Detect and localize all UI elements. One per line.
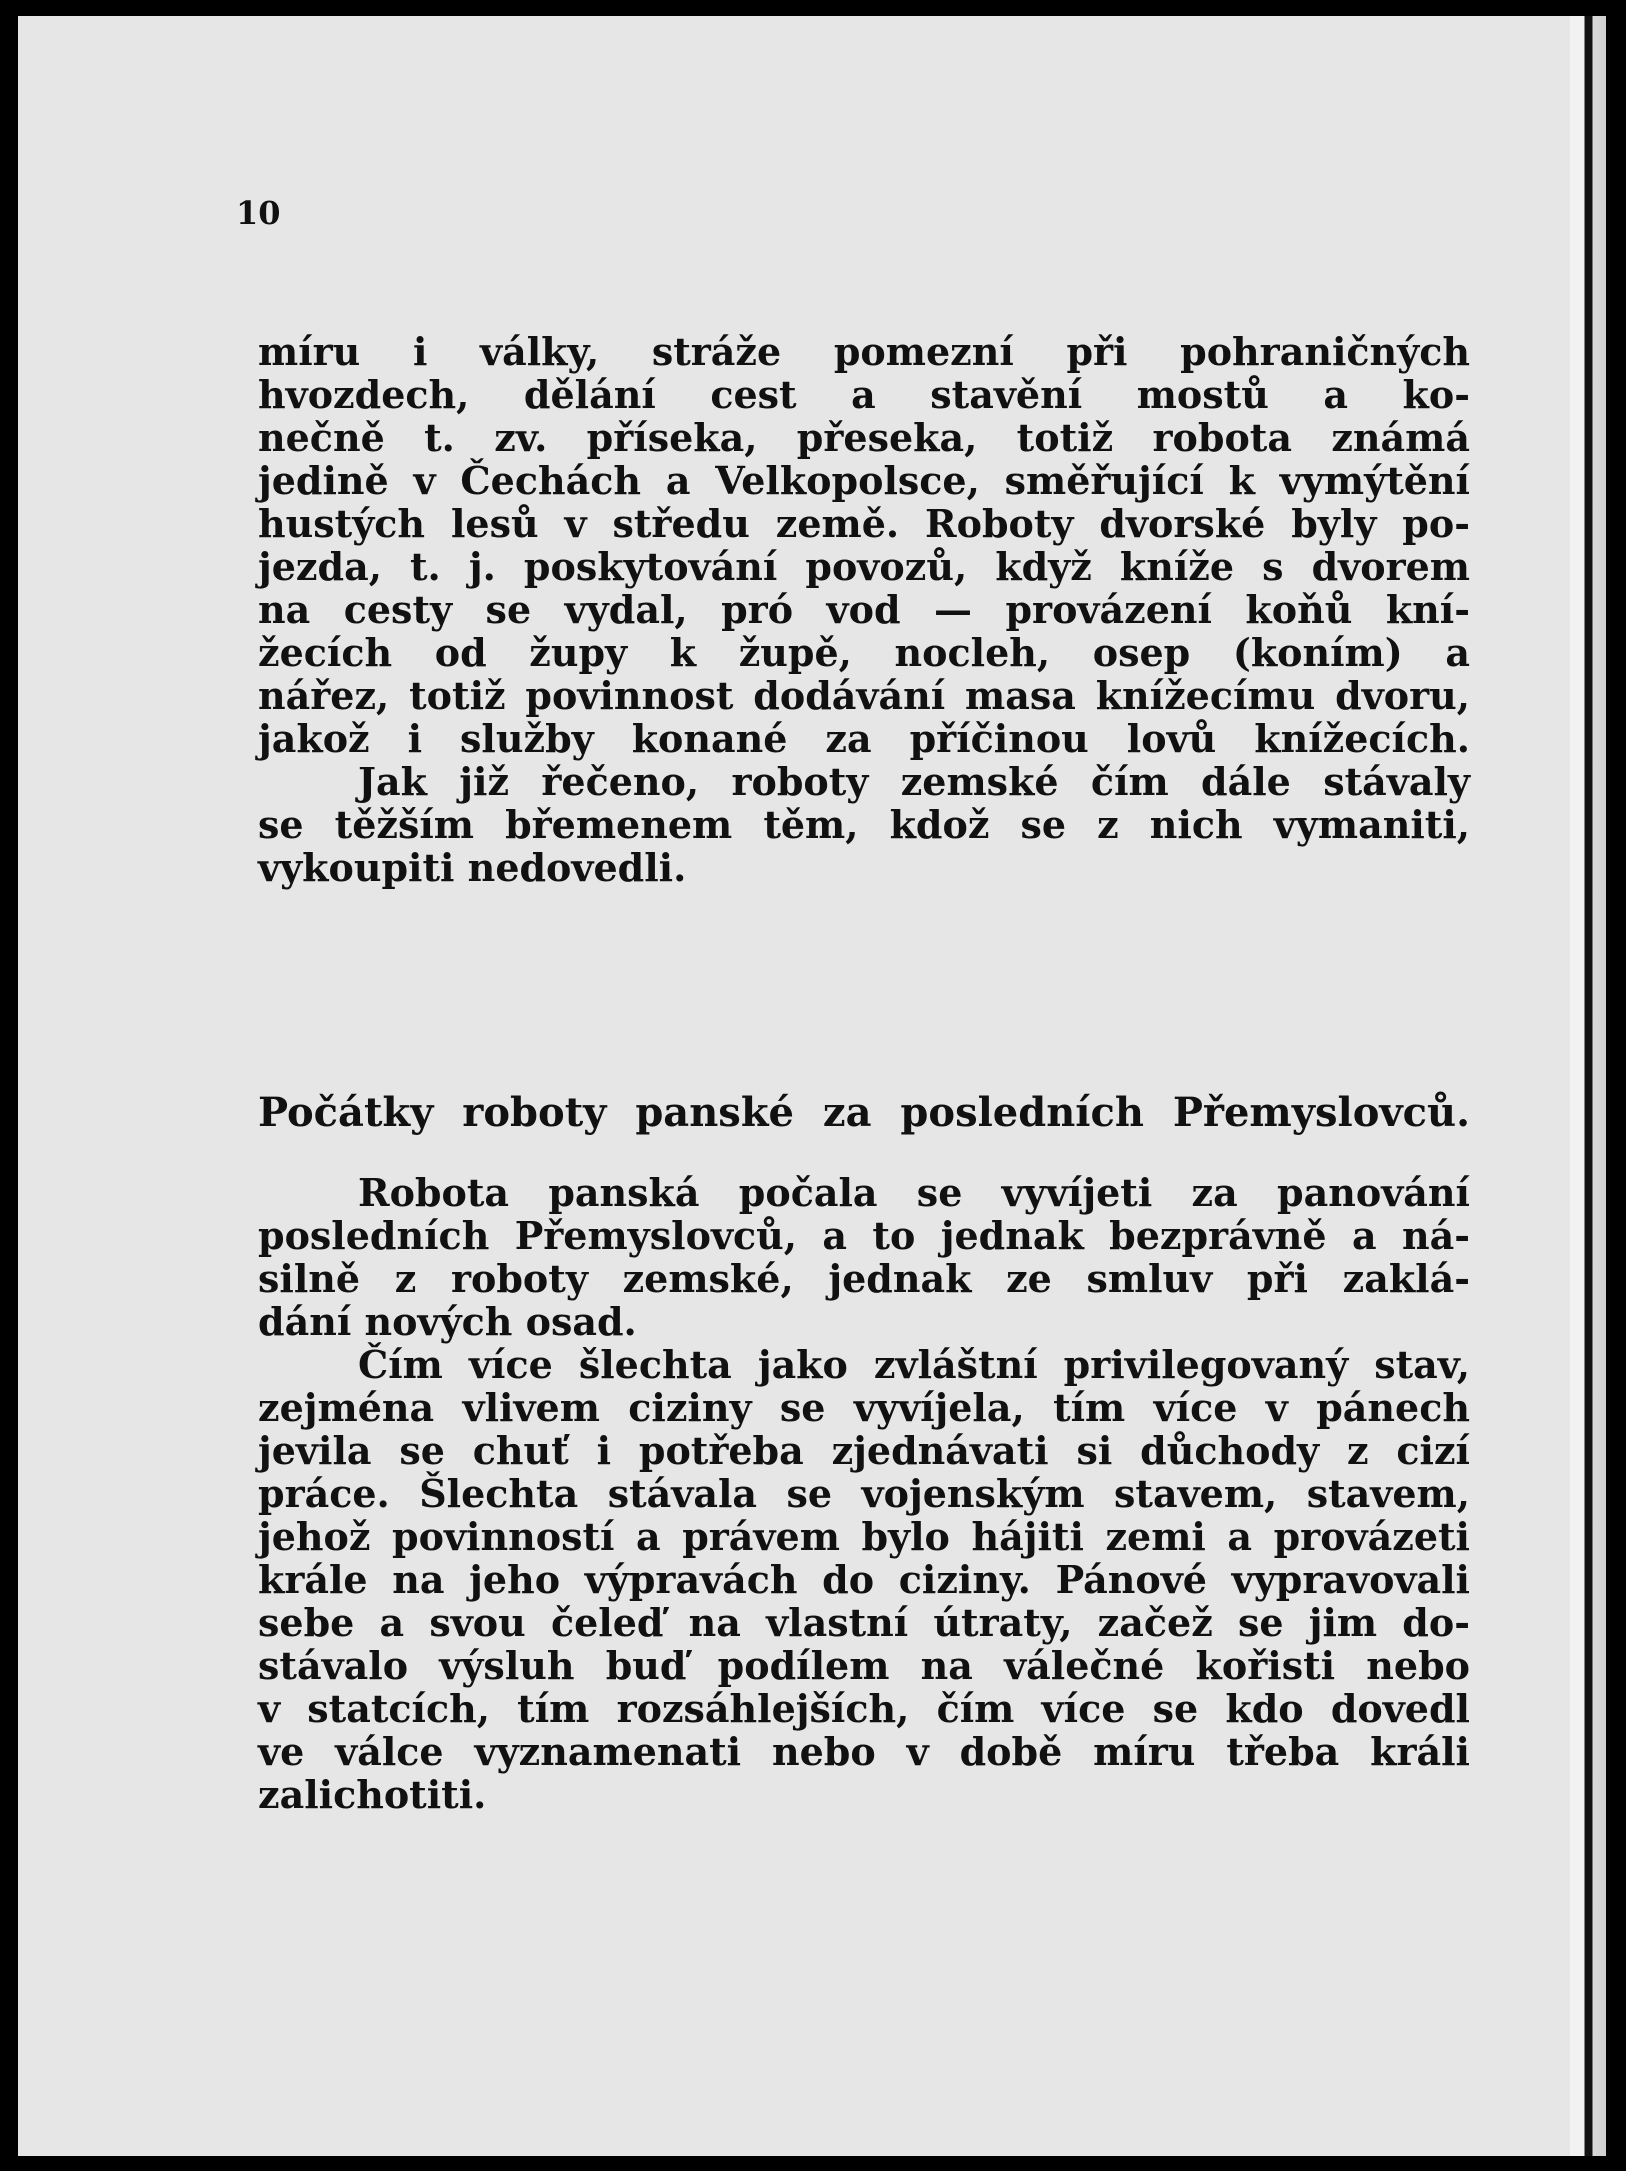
text-line: jevila se chuť i potřeba zjednávati si důchody z cizí: [258, 1428, 1470, 1473]
text-line: jehož povinností a právem bylo hájiti zemi a provázeti: [258, 1514, 1470, 1559]
text-line: jedině v Čechách a Velkopolsce, směřující k vymýtění: [258, 458, 1470, 503]
text-line: jezda, t. j. poskytování povozů, když kníže s dvorem: [258, 544, 1470, 589]
paragraph-block-1: [258, 330, 1470, 889]
text-line: Jak již řečeno, roboty zemské čím dále stávaly: [358, 759, 1470, 804]
text-line: krále na jeho výpravách do ciziny. Pánové vypravovali: [258, 1557, 1470, 1602]
text-line: vykoupiti nedovedli.: [258, 845, 687, 890]
text-line: hvozdech, dělání cest a stavění mostů a ko-: [258, 372, 1470, 417]
text-line: ve válce vyznamenati nebo v době míru třeba králi: [258, 1729, 1470, 1774]
text-line: míru i války, stráže pomezní při pohraničných: [258, 329, 1470, 374]
section-heading: Počátky roboty panské za posledních Přemyslovců.: [258, 1089, 1470, 1136]
text-line: Robota panská počala se vyvíjeti za panování: [358, 1170, 1470, 1215]
text-line: se těžším břemenem těm, kdož se z nich vymaniti,: [258, 802, 1470, 847]
text-line: zejména vlivem ciziny se vyvíjela, tím více v pánech: [258, 1385, 1470, 1430]
text-line: Čím více šlechta jako zvláštní privilegovaný stav,: [358, 1342, 1470, 1387]
text-line: silně z roboty zemské, jednak ze smluv při zaklá-: [258, 1256, 1470, 1301]
paragraph-block-2: [258, 1171, 1470, 1816]
text-line: nečně t. zv. příseka, přeseka, totiž robota známá: [258, 415, 1470, 460]
text-line: posledních Přemyslovců, a to jednak bezprávně a ná-: [258, 1213, 1470, 1258]
text-line: na cesty se vydal, pró vod — provázení koňů kní-: [258, 587, 1470, 632]
book-spine-edge: [1570, 16, 1606, 2156]
text-line: zalichotiti.: [258, 1772, 487, 1817]
text-line: nářez, totiž povinnost dodávání masa knížecímu dvoru,: [258, 673, 1470, 718]
text-line: práce. Šlechta stávala se vojenským stavem, stavem,: [258, 1471, 1470, 1516]
text-line: sebe a svou čeleď na vlastní útraty, začež se jim do-: [258, 1600, 1470, 1645]
text-line: v statcích, tím rozsáhlejších, čím více se kdo dovedl: [258, 1686, 1470, 1731]
text-line: žecích od župy k župě, nocleh, osep (koním) a: [258, 630, 1470, 675]
text-line: stávalo výsluh buď podílem na válečné kořisti nebo: [258, 1643, 1470, 1688]
page-number: 10: [236, 194, 281, 232]
text-line: dání nových osad.: [258, 1299, 637, 1344]
text-line: jakož i služby konané za příčinou lovů knížecích.: [258, 716, 1470, 761]
text-line: hustých lesů v středu země. Roboty dvorské byly po-: [258, 501, 1470, 546]
